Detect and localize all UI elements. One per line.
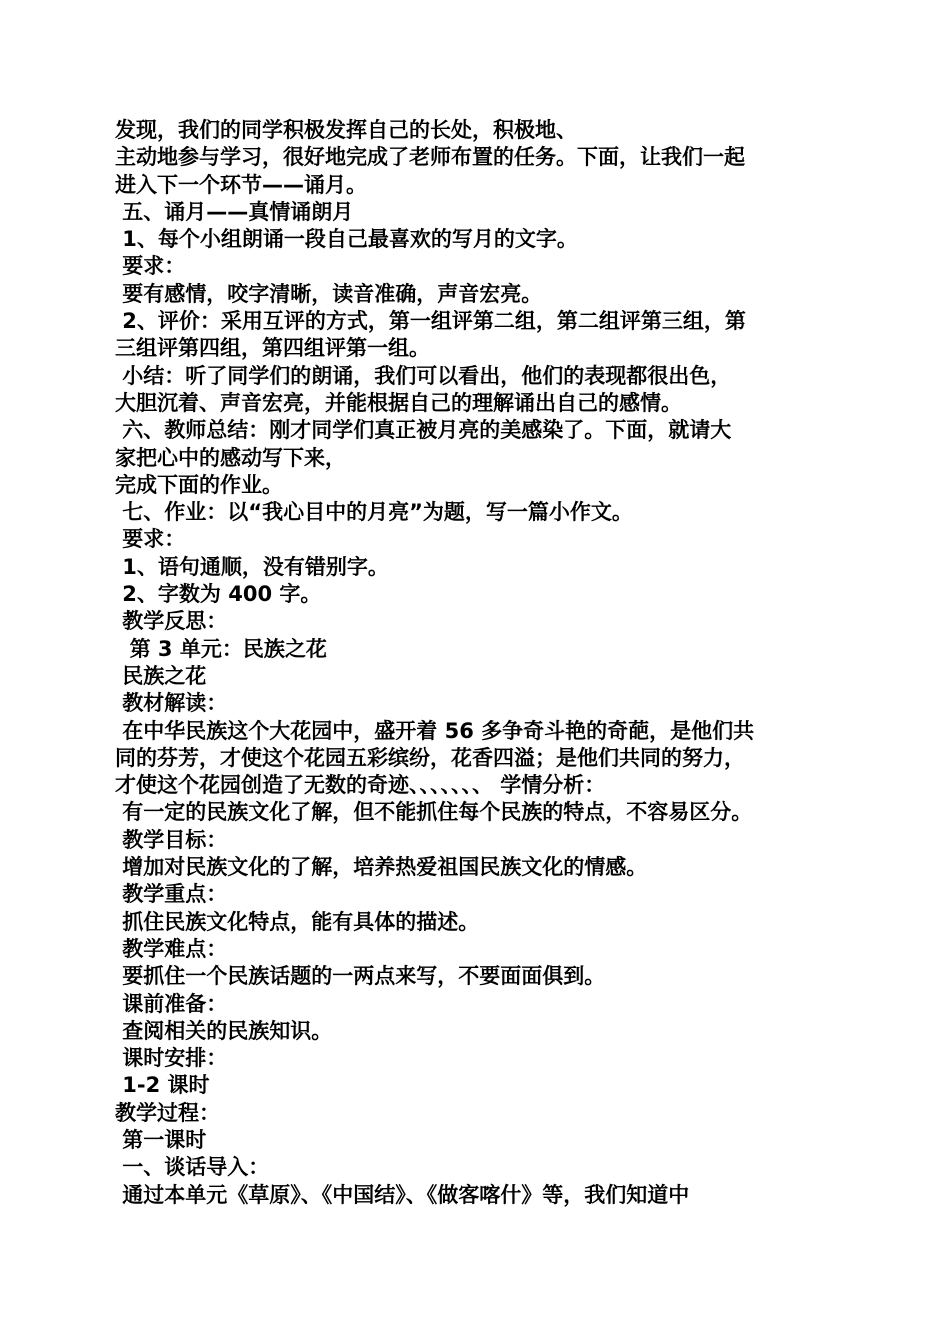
text-line: 完成下面的作业。 — [115, 472, 283, 497]
text-line: 主动地参与学习，很好地完成了老师布置的任务。下面，让我们一起 — [115, 145, 745, 170]
text-line: 抓住民族文化特点，能有具体的描述。 — [115, 909, 480, 934]
text-line: 才使这个花园创造了无数的奇迹、、、、、、、 学情分析： — [115, 773, 606, 798]
text-line: 要抓住一个民族话题的一两点来写，不要面面俱到。 — [115, 964, 606, 989]
text-line: 要求： — [115, 254, 186, 279]
text-line: 增加对民族文化的了解，培养热爱祖国民族文化的情感。 — [115, 855, 648, 880]
unit-title: 第 3 单元：民族之花 — [115, 636, 327, 661]
text-line: 1、每个小组朗诵一段自己最喜欢的写月的文字。 — [115, 227, 578, 252]
text-line: 大胆沉着、声音宏亮，并能根据自己的理解诵出自己的感情。 — [115, 390, 682, 415]
text-line: 家把心中的感动写下来， — [115, 445, 346, 470]
text-line: 2、评价：采用互评的方式，第一组评第二组，第二组评第三组，第 — [115, 309, 746, 334]
text-line: 查阅相关的民族知识。 — [115, 1018, 333, 1043]
text-line: 2、字数为 400 字。 — [115, 582, 322, 607]
section-heading: 七、作业：以“我心目中的月亮”为题，写一篇小作文。 — [115, 500, 633, 525]
text-line: 同的芬芳，才使这个花园五彩缤纷，花香四溢；是他们共同的努力， — [115, 745, 745, 770]
text-line: 第一课时 — [115, 1127, 207, 1152]
text-line: 1、语句通顺，没有错别字。 — [115, 554, 389, 579]
text-line: 三组评第四组，第四组评第一组。 — [115, 336, 430, 361]
text-line: 要求： — [115, 527, 186, 552]
text-line: 教学目标： — [115, 827, 228, 852]
section-heading: 五、诵月——真情诵朗月 — [115, 199, 354, 224]
text-line: 在中华民族这个大花园中，盛开着 56 多争奇斗艳的奇葩，是他们共 — [115, 718, 755, 743]
section-heading: 六、教师总结：刚才同学们真正被月亮的美感染了。下面，就请大 — [115, 418, 732, 443]
text-line: 小结：听了同学们的朗诵，我们可以看出，他们的表现都很出色， — [115, 363, 732, 388]
text-line: 教学重点： — [115, 882, 228, 907]
text-line: 课时安排： — [115, 1046, 228, 1071]
text-line: 1-2 课时 — [115, 1073, 210, 1098]
text-line: 进入下一个环节——诵月。 — [115, 172, 367, 197]
text-line: 教学难点： — [115, 936, 228, 961]
text-line: 教学过程： — [115, 1100, 220, 1125]
text-line: 课前准备： — [115, 991, 228, 1016]
text-line: 发现，我们的同学积极发挥自己的长处，积极地、 — [115, 118, 577, 142]
text-line: 教材解读： — [115, 691, 228, 716]
text-line: 有一定的民族文化了解，但不能抓住每个民族的特点，不容易区分。 — [115, 800, 753, 825]
section-heading: 一、谈话导入： — [115, 1155, 270, 1180]
lesson-title: 民族之花 — [115, 663, 207, 688]
text-line: 教学反思： — [115, 609, 228, 634]
text-line: 要有感情，咬字清晰，读音准确，声音宏亮。 — [115, 281, 543, 306]
document-body — [115, 117, 840, 1209]
text-line: 通过本单元《草原》、《中国结》、《做客喀什》等，我们知道中 — [115, 1182, 690, 1207]
